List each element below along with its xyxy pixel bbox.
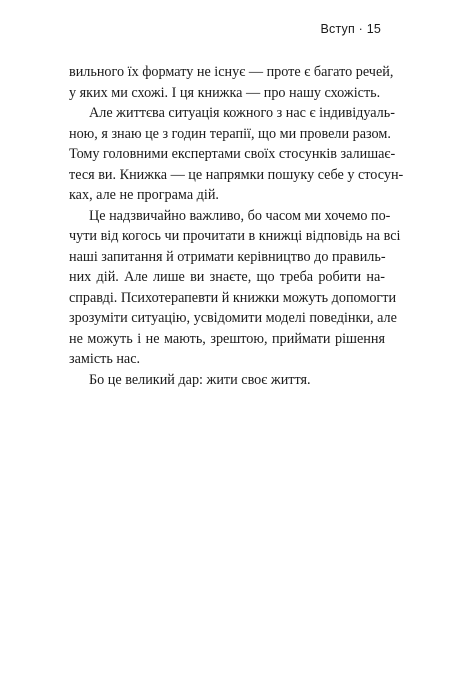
text-line: у яких ми схожі. І ця книжка — про нашу схожість. — [69, 84, 381, 101]
text-line: замість нас. — [69, 351, 141, 367]
text-line: чути від когось чи прочитати в книжці відповідь на всі — [69, 228, 401, 244]
text-line: Але життєва ситуація кожного з нас є індивідуаль- — [89, 105, 395, 121]
paragraph — [69, 103, 404, 206]
text-line: ною, я знаю це з годин терапії, що ми провели разом. — [69, 125, 391, 142]
text-line: Бо це великий дар: жити своє життя. — [89, 371, 311, 388]
text-line: Це надзвичайно важливо, бо часом ми хочемо по- — [89, 207, 391, 224]
text-line: ках, але не програма дій. — [69, 187, 219, 203]
body-text — [69, 62, 404, 390]
section-title: Вступ — [320, 22, 355, 36]
text-line: зрозуміти ситуацію, усвідомити моделі поведінки, але — [69, 310, 397, 326]
text-line: не можуть і не мають, зрештою, приймати рішення — [69, 330, 385, 347]
text-line: них дій. Але лише ви знаєте, що треба робити на- — [69, 269, 385, 285]
text-line: Тому головними експертами своїх стосунків залишає- — [69, 146, 396, 162]
text-line: вильного їх формату не існує — проте є багато речей, — [69, 64, 394, 80]
page-number: 15 — [366, 22, 381, 36]
separator: · — [358, 22, 363, 36]
text-line: теся ви. Книжка — це напрямки пошуку себе у стосун- — [69, 166, 404, 183]
paragraph — [69, 62, 394, 103]
paragraph — [69, 206, 401, 370]
text-line: наші запитання й отримати керівництво до правиль- — [69, 248, 386, 265]
paragraph — [69, 370, 385, 391]
text-line: справді. Психотерапевти й книжки можуть допомогти — [69, 289, 397, 306]
running-head — [320, 22, 381, 36]
